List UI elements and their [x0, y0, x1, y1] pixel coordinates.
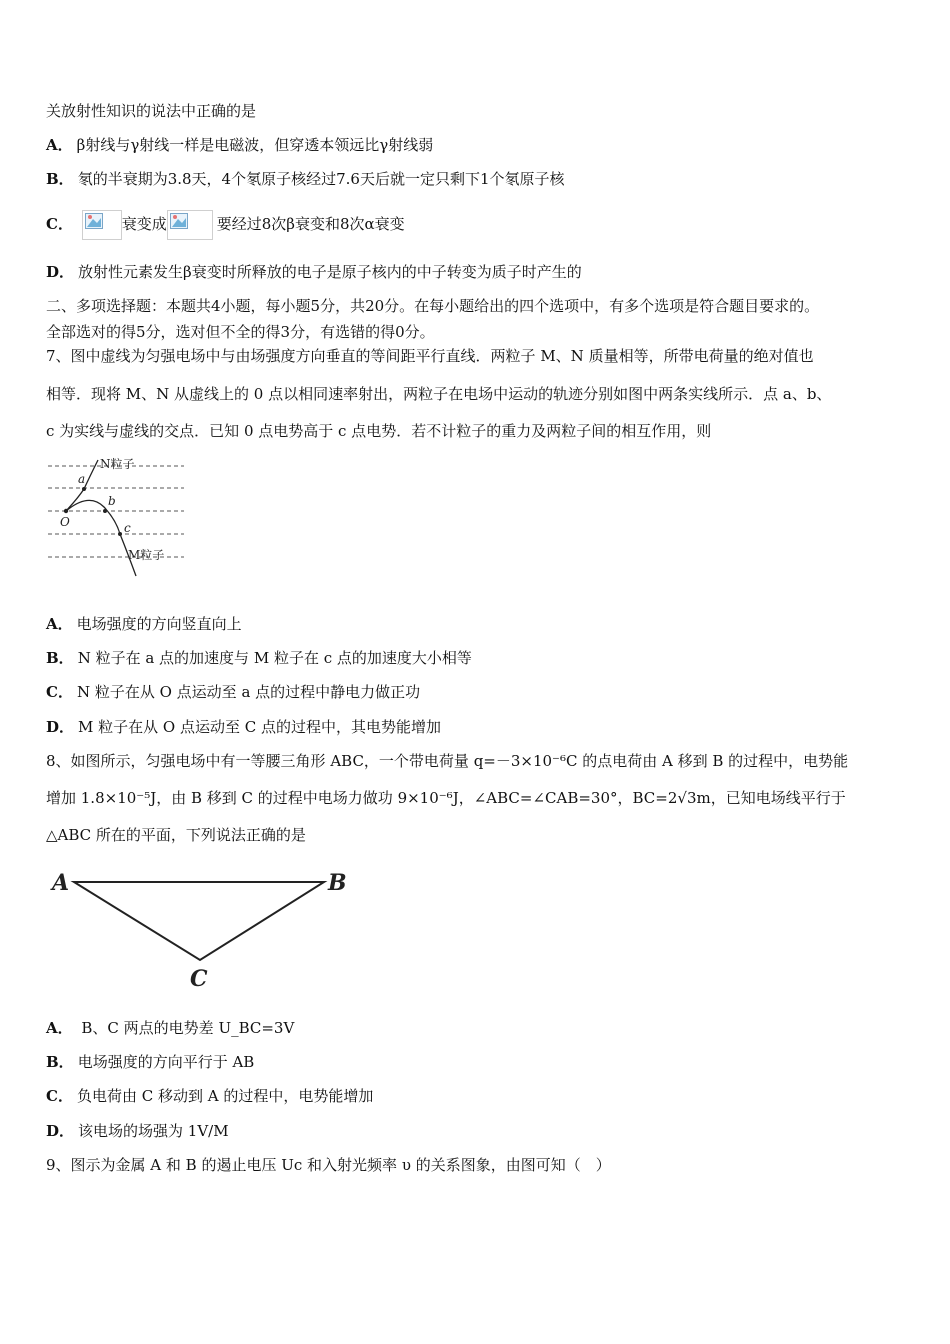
option-text: 负电荷由 C 移动到 A 的过程中，电势能增加 [76, 1087, 374, 1105]
vertex-a-label: A [52, 870, 70, 896]
option-label: B． [46, 170, 74, 188]
label-a: a [78, 472, 86, 486]
broken-image-icon [82, 210, 122, 240]
option-text: N 粒子在从 O 点运动至 a 点的过程中静电力做正功 [76, 683, 421, 701]
point-a [82, 487, 86, 491]
label-b: b [108, 494, 116, 508]
broken-image-icon [167, 210, 213, 240]
q8-option-a [46, 1018, 294, 1038]
q7-option-d [46, 717, 441, 737]
option-text: β射线与γ射线一样是电磁波，但穿透本领远比γ射线弱 [76, 136, 434, 154]
triangle-abc [74, 882, 324, 960]
option-text: B、C 两点的电势差 U_BC=3V [76, 1019, 295, 1037]
q6-option-a [46, 135, 433, 155]
point-b [103, 509, 107, 513]
q7-stem-line1: 7、图中虚线为匀强电场中与由场强度方向垂直的等间距平行直线．两粒子 M、N 质量相等，所带电荷量的绝对值也 [46, 347, 814, 365]
q6-option-d [46, 262, 582, 282]
option-text: N 粒子在 a 点的加速度与 M 粒子在 c 点的加速度大小相等 [77, 649, 472, 667]
q8-option-c [46, 1086, 373, 1106]
q8-stem-line3: △ABC 所在的平面，下列说法正确的是 [46, 826, 306, 844]
q7-option-c [46, 682, 420, 702]
q6-option-c [46, 208, 405, 240]
section2-line1: 二、多项选择题：本题共4小题，每小题5分，共20分。在每小题给出的四个选项中，有多个选项是符合题目要求的。 [46, 297, 820, 315]
q8-stem-line2: 增加 1.8×10⁻⁵J，由 B 移到 C 的过程中电场力做功 9×10⁻⁶J，∠ABC=∠CAB=30°，BC=2√3m，已知电场线平行于 [46, 789, 846, 807]
option-text: 电场强度的方向竖直向上 [76, 615, 242, 633]
option-label: A． [46, 136, 73, 154]
section2-line2: 全部选对的得5分，选对但不全的得3分，有选错的得0分。 [46, 323, 435, 341]
option-text: 氡的半衰期为3.8天，4个氡原子核经过7.6天后就一定只剩下1个氡原子核 [77, 170, 565, 188]
q7-option-a [46, 614, 242, 634]
label-c: c [124, 521, 131, 535]
point-o [64, 509, 68, 513]
q7-stem-line2: 相等．现将 M、N 从虚线上的 0 点以相同速率射出，两粒子在电场中运动的轨迹分别如图中两条实线所示．点 a、b、 [46, 385, 832, 403]
option-text: 电场强度的方向平行于 AB [77, 1053, 255, 1071]
q8-stem-line1: 8、如图所示，匀强电场中有一等腰三角形 ABC，一个带电荷量 q=－3×10⁻⁶C 的点电荷由 A 移到 B 的过程中，电势能 [46, 752, 849, 770]
q9-stem-line1: 9、图示为金属 A 和 B 的遏止电压 Uc 和入射光频率 υ 的关系图象，由图可知（ ） [46, 1156, 611, 1174]
point-c [118, 532, 122, 536]
q8-triangle-figure [48, 862, 358, 994]
m-trajectory [66, 500, 136, 576]
label-o: O [60, 515, 70, 529]
option-label: A． [46, 615, 73, 633]
option-text-end: 要经过8次β衰变和8次α衰变 [216, 215, 405, 233]
n-particle-label: N粒子 [100, 457, 135, 471]
q7-option-b [46, 648, 472, 668]
q6-stem-tail: 关放射性知识的说法中正确的是 [46, 102, 257, 120]
option-label: D． [46, 263, 75, 281]
option-label: D． [46, 1122, 75, 1140]
option-text: 该电场的场强为 1V/M [78, 1122, 229, 1140]
vertex-b-label: B [328, 870, 347, 896]
vertex-c-label: C [190, 966, 208, 992]
option-text-mid: 衰变成 [121, 215, 167, 233]
q7-stem-line3: c 为实线与虚线的交点．已知 0 点电势高于 c 点电势．若不计粒子的重力及两粒子间的相互作用，则 [46, 422, 712, 440]
q8-option-d [46, 1121, 229, 1141]
option-label: D． [46, 718, 75, 736]
q7-figure [44, 452, 194, 582]
option-label: A． [46, 1019, 73, 1037]
option-label: C． [46, 215, 73, 233]
q8-option-b [46, 1052, 254, 1072]
option-label: B． [46, 1053, 74, 1071]
q6-option-b [46, 169, 565, 189]
option-label: C． [46, 683, 73, 701]
option-text: 放射性元素发生β衰变时所释放的电子是原子核内的中子转变为质子时产生的 [78, 263, 582, 281]
option-label: C． [46, 1087, 73, 1105]
option-text: M 粒子在从 O 点运动至 C 点的过程中，其电势能增加 [78, 718, 441, 736]
m-particle-label: M粒子 [128, 548, 165, 562]
option-label: B． [46, 649, 74, 667]
